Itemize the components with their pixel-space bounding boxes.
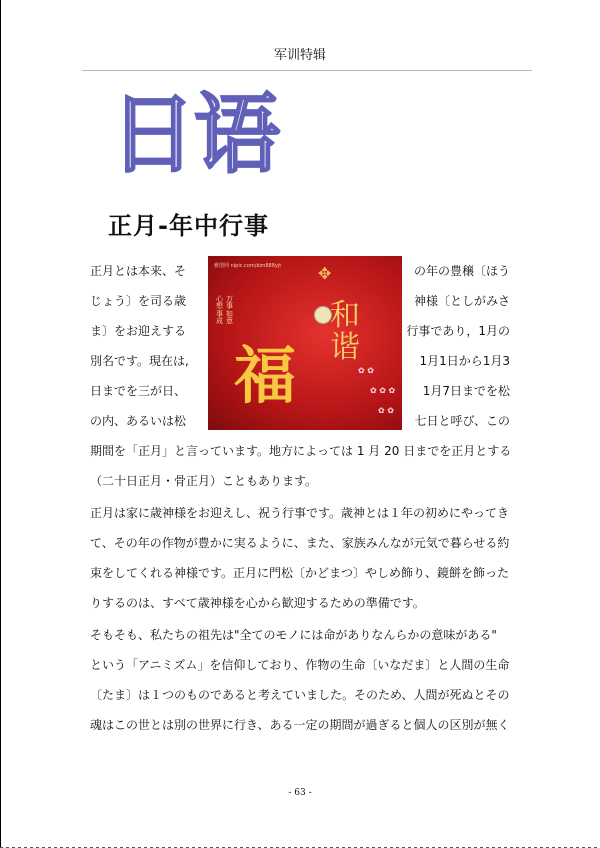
wrap-line-left: の内、あるいは松: [90, 414, 187, 428]
fu-character: 福: [234, 339, 297, 412]
paragraph-line: 束をしてくれる神様です。正月に門松〔かどまつ〕やしめ飾り、鏡餅を飾った: [90, 566, 510, 580]
section-title: 正月-年中行事: [108, 212, 269, 240]
plum-blossom-icon: ✿ ✿ ✿: [370, 386, 396, 395]
wrap-line-right: の年の豊穣〔ほう: [413, 264, 510, 278]
paragraph-line: 期間を「正月」と言っています。地方によっては 1 月 20 日までを正月とする: [90, 444, 512, 458]
wrap-line-left: 正月とは本来、そ: [90, 264, 187, 278]
plum-blossom-icon: ✿ ✿: [378, 406, 394, 415]
wrap-line-right: 1月7日までを松: [422, 384, 510, 398]
page-number: - 63 -: [288, 788, 312, 798]
page-header: 军训特辑: [273, 48, 326, 63]
paragraph-line: 〔たま〕は１つのものであると考えていました。そのため、人間が死ぬとその: [90, 688, 510, 702]
plum-blossom-icon: ✿ ✿: [358, 366, 374, 375]
wrap-line-left: じょう〕を司る歳: [90, 294, 187, 308]
paragraph-line: （二十日正月・骨正月）こともあります。: [90, 474, 318, 488]
wrap-line-right: 1月1日から1月3: [419, 354, 510, 368]
hexie-characters: 和 谐: [330, 298, 360, 365]
wrap-line-left: 日までを三が日、: [90, 384, 187, 398]
image-watermark-text: 雅图网 nipic.com/dzn888yjt: [214, 263, 282, 269]
paragraph-line: そもそも、私たちの祖先は"全てのモノには命がありなんらかの意味がある": [90, 628, 497, 642]
paragraph-line: りするのは、すべて歳神様を心から歓迎するための準備です。: [90, 596, 425, 610]
image-vertical-text: 万事如意: [226, 295, 233, 326]
paragraph-line: 魂はこの世とは別の世界に行き、ある一定の期間が過ぎると個人の区別が無く: [90, 718, 510, 732]
page-left-border: [0, 0, 1, 848]
wrap-line-right: 七日と呼び、この: [414, 414, 510, 428]
header-rule: [82, 70, 532, 71]
wrap-line-right: 行事であり，1月の: [406, 324, 510, 338]
wrap-line-left: 別名です。現在は,: [90, 354, 189, 368]
wrap-line-right: 神様〔としがみさ: [413, 294, 510, 308]
paragraph-line: という「アニミズム」を信仰しており、作物の生命〔いなだま〕と人間の生命: [90, 658, 510, 672]
chinese-knot-icon: ✥: [318, 264, 332, 283]
wrap-line-left: ま〕をお迎えする: [90, 324, 187, 338]
paragraph-line: て、その年の作物が豊かに実るように、また、家族みんなが元気で暮らせる約: [90, 536, 510, 550]
new-year-image: [208, 256, 402, 430]
image-vertical-text: 心想事成: [216, 295, 223, 326]
big-title: 日语: [110, 85, 278, 185]
paragraph-line: 正月は家に歳神様をお迎えし、祝う行事です。歳神とは１年の初めにやってき: [90, 506, 510, 520]
